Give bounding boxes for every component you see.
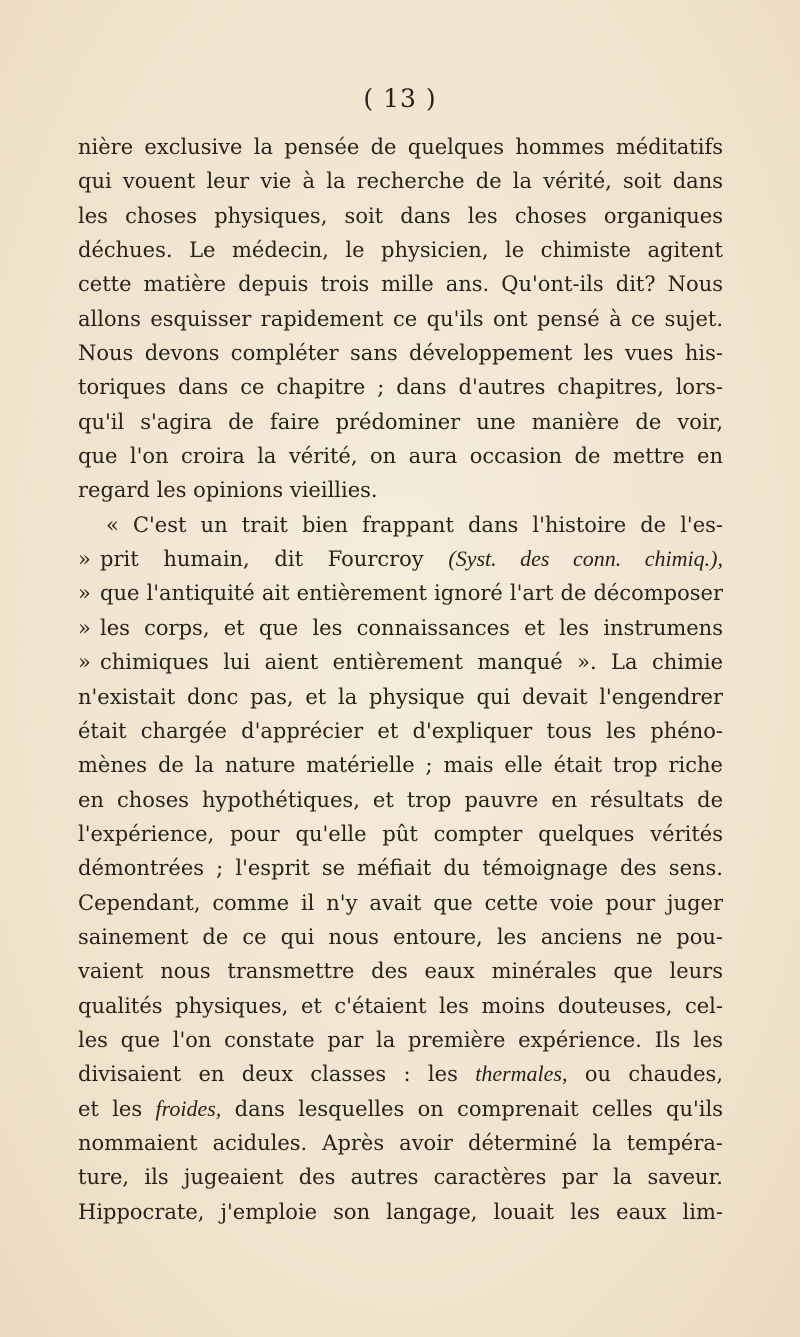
text-line: l'expérience, pour qu'elle pût compter quelques vérités [78, 821, 723, 846]
term-thermales: thermales, [475, 1061, 568, 1087]
text-line: toriques dans ce chapitre ; dans d'autres chapitres, lors- [78, 375, 723, 400]
text-line: qualités physiques, et c'étaient les moins douteuses, cel- [78, 993, 723, 1018]
text-line: vaient nous transmettre des eaux minérales que leurs [78, 959, 723, 984]
term-froides: froides, [155, 1095, 222, 1121]
text-line: Nous devons compléter sans développement les vues his- [78, 341, 723, 366]
text-line: nommaient acidules. Après avoir déterminé la tempéra- [78, 1130, 723, 1155]
text-line: divisaient en deux classes : les thermales, ou chaudes, [78, 1061, 723, 1087]
text-line: ture, ils jugeaient des autres caractères par la saveur. [78, 1165, 723, 1190]
quote-line: » les corps, et que les connaissances et les instrumens [78, 615, 723, 640]
text-line: qu'il s'agira de faire prédominer une manière de voir, [78, 409, 723, 434]
text-line: allons esquisser rapidement ce qu'ils ont pensé à ce sujet. [78, 306, 723, 331]
text-line: n'existait donc pas, et la physique qui devait l'engendrer [78, 684, 723, 709]
text-line: Cependant, comme il n'y avait que cette voie pour juger [78, 890, 723, 915]
quote-line: » chimiques lui aient entièrement manqué ». La chimie [78, 650, 723, 675]
text-line: et les froides, dans lesquelles on comprenait celles qu'ils [78, 1095, 723, 1121]
paragraph-end-line: regard les opinions vieillies. [78, 478, 378, 503]
text-line: Hippocrate, j'emploie son langage, louait les eaux lim- [78, 1199, 723, 1224]
text-line: nière exclusive la pensée de quelques hommes méditatifs [78, 135, 723, 159]
body-text [78, 130, 723, 1229]
page-number: ( 13 ) [363, 84, 437, 113]
text-line: les choses physiques, soit dans les choses organiques [78, 203, 723, 228]
text-line: les que l'on constate par la première expérience. Ils les [78, 1027, 723, 1052]
text-line: était chargée d'apprécier et d'expliquer tous les phéno- [78, 718, 723, 743]
text-line: en choses hypothétiques, et trop pauvre en résultats de [78, 787, 723, 812]
text-line: que l'on croira la vérité, on aura occasion de mettre en [78, 444, 723, 469]
quote-line: » que l'antiquité ait entièrement ignoré l'art de décomposer [78, 581, 723, 606]
quote-line: » prit humain, dit Fourcroy (Syst. des conn. chimiq.), [78, 546, 723, 572]
text-line: démontrées ; l'esprit se méfiait du témoignage des sens. [78, 856, 723, 881]
text-line: mènes de la nature matérielle ; mais elle était trop riche [78, 753, 723, 778]
quote-start-line: « C'est un trait bien frappant dans l'histoire de l'es- [106, 512, 723, 537]
text-line: sainement de ce qui nous entoure, les anciens ne pou- [78, 924, 723, 949]
text-line: cette matière depuis trois mille ans. Qu'ont-ils dit? Nous [78, 272, 723, 297]
citation-fourcroy: (Syst. des conn. chimiq.), [448, 546, 723, 572]
text-line: qui vouent leur vie à la recherche de la vérité, soit dans [78, 169, 723, 194]
text-line: déchues. Le médecin, le physicien, le chimiste agitent [78, 238, 723, 263]
